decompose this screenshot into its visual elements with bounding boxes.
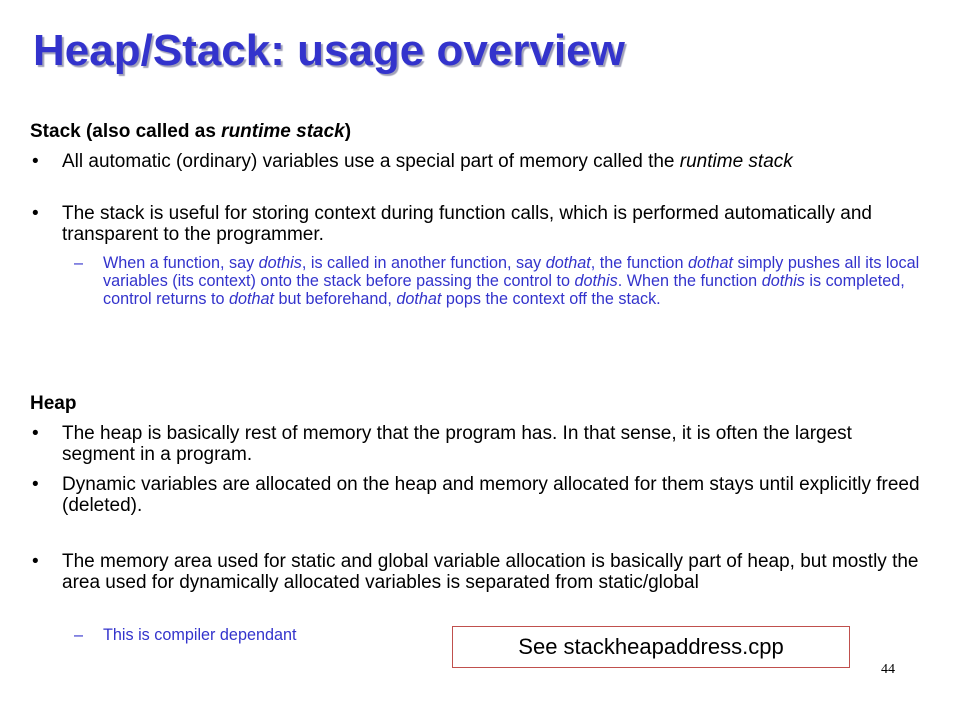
bullet-marker: • bbox=[32, 203, 39, 224]
dash-marker: – bbox=[74, 626, 84, 644]
dash-marker: – bbox=[74, 254, 84, 272]
bullet-static-global: • The memory area used for static and global variable allocation is basically part of heap, but mostly the area used for dynamically allocated variables is separated from static/global bbox=[32, 551, 919, 593]
page-number: 44 bbox=[881, 662, 895, 677]
bullet-stack-context: • The stack is useful for storing context during function calls, which is performed automatically and transparent to the programmer. bbox=[32, 203, 872, 245]
bullet-marker: • bbox=[32, 423, 39, 444]
sub-bullet-function-call: – When a function, say dothis, is called in another function, say dothat, the function dothat simply pushes all its local variables (its context) onto the stack before passing the control to dothis. When the function dothis is completed, control returns to dothat but beforehand, dothat pops the context off the stack. bbox=[74, 254, 920, 308]
sub-bullet-compiler-dependant: – This is compiler dependant bbox=[74, 626, 297, 644]
stack-heading: Stack (also called as runtime stack) bbox=[30, 121, 352, 142]
slide-title: Heap/Stack: usage overview bbox=[33, 26, 625, 75]
bullet-marker: • bbox=[32, 474, 39, 495]
bullet-marker: • bbox=[32, 551, 39, 572]
bullet-heap-rest: • The heap is basically rest of memory that the program has. In that sense, it is often the largest segment in a program. bbox=[32, 423, 852, 465]
bullet-dynamic-variables: • Dynamic variables are allocated on the heap and memory allocated for them stays until explicitly freed (deleted). bbox=[32, 474, 920, 516]
bullet-marker: • bbox=[32, 151, 39, 172]
file-reference-callout: See stackheapaddress.cpp bbox=[452, 626, 850, 668]
bullet-automatic-variables: • All automatic (ordinary) variables use a special part of memory called the runtime stack bbox=[32, 151, 793, 172]
heap-heading: Heap bbox=[30, 393, 77, 414]
